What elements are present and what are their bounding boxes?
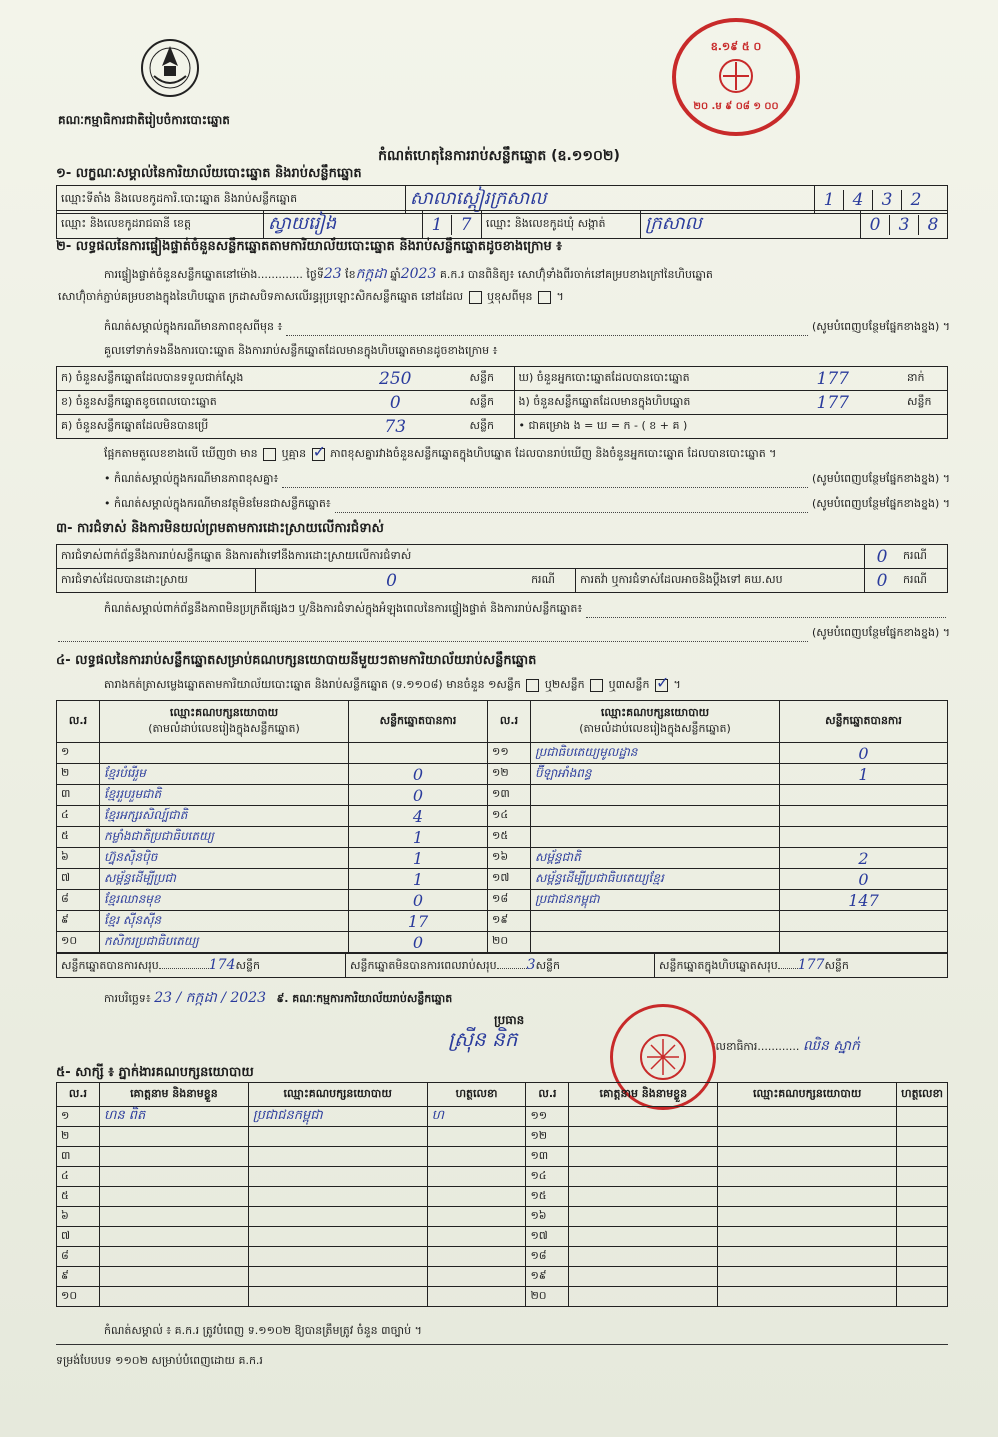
tally-sheet-line: តារាងកត់ត្រាសម្លេងឆ្នោតតាមការិយាល័យបោះឆ្នោត និងរាប់សន្លឹកឆ្នោត (ទ.១១០៨) មានចំនួន ១សន្លឹក ឬ២សន្លឹក ឬ៣សន្លឹក ✓ ។ (104, 678, 681, 694)
row-number: ២ (57, 1127, 100, 1147)
party-name: ហ្វ៊ុនស៊ិនប៉ិច (100, 848, 349, 869)
witness-signature (897, 1247, 948, 1267)
signing-date: 23 / កក្កដា / 2023 (154, 990, 267, 1006)
row-number: ៦ (57, 848, 100, 869)
station-code-digit: 4 (843, 190, 872, 210)
witness-party (248, 1127, 427, 1147)
witness-name (569, 1287, 718, 1307)
valid-votes (780, 911, 948, 932)
party-name (531, 785, 780, 806)
check-day: 23 (323, 266, 342, 282)
party-name: ខ្មែរបំរើរួម (100, 764, 349, 785)
valid-votes: 0 (349, 890, 488, 911)
row-number: ១០ (57, 932, 100, 953)
witness-signature (897, 1127, 948, 1147)
section3-heading: ៣- ការជំទាស់ និងការមិនយល់ព្រមតាមការដោះស្រាយលើការជំទាស់ (56, 521, 384, 536)
witness-signature (427, 1267, 526, 1287)
party-name (531, 932, 780, 953)
section5-heading: ៥- សាក្សី ៖ ភ្នាក់ងារគណបក្សនយោបាយ (56, 1065, 254, 1080)
row-number: ១៣ (526, 1147, 569, 1167)
chair-label: ប្រធាន (494, 1013, 525, 1027)
witness-signature (897, 1227, 948, 1247)
valid-votes: 147 (780, 890, 948, 911)
party-name: កម្លាំងជាតិប្រជាធិបតេយ្យ (100, 827, 349, 848)
witness-name (99, 1147, 248, 1167)
valid-votes: 0 (349, 764, 488, 785)
witness-signature (427, 1227, 526, 1247)
commune-code-digit: 8 (918, 215, 947, 235)
witness-row (57, 1167, 948, 1187)
witness-party (248, 1287, 427, 1307)
party-name (531, 911, 780, 932)
total-invalid: 3 (526, 956, 536, 973)
row-number: ១៧ (526, 1227, 569, 1247)
result-row (57, 869, 948, 890)
commune-code-digit: 0 (869, 214, 881, 235)
witness-signature (897, 1187, 948, 1207)
valid-votes: 1 (780, 764, 948, 785)
three-sheet-checkbox[interactable] (655, 679, 668, 692)
section1-heading: ១- លក្ខណៈសម្គាល់នៃការិយាល័យបោះឆ្នោត និងរាប់សន្លឹកឆ្នោត (56, 166, 362, 181)
row-number: ១២ (488, 764, 531, 785)
ballot-row: ក) ចំនួនសន្លឹកឆ្នោតដែលបានទទួលជាក់ស្តែង 250 សន្លឹក ឃ) ចំនួនអ្នកបោះឆ្នោតដែលបានបោះឆ្នោត 177 នាក់ (57, 367, 948, 391)
row-number: ៩ (57, 911, 100, 932)
province-name: ស្វាយរៀង (264, 211, 423, 239)
bullet-discrepancy: • កំណត់សម្គាល់ក្នុងករណីមានភាពខុសគ្នា៖ (សូមបំពេញបន្ថែមផ្នែកខាងខ្នង) ។ (104, 472, 950, 488)
witness-party (248, 1187, 427, 1207)
chair-signature: ស្រ៊ីន និក (448, 1027, 518, 1051)
witness-row (57, 1287, 948, 1307)
nec-emblem (138, 36, 202, 100)
form-note: ទម្រង់បែបបទ ១១០២ សម្រាប់បំពេញដោយ គ.ក.រ (56, 1354, 263, 1367)
commune-code (861, 211, 948, 239)
row-number: ១៤ (526, 1167, 569, 1187)
witness-party: ប្រជាជនកម្ពុជា (248, 1107, 427, 1127)
check-year: 2023 (400, 266, 437, 282)
party-name: សម្ព័ន្ធដើម្បីប្រជាធិបតេយ្យខ្មែរ (531, 869, 780, 890)
party-name: ខ្មែរឈានមុខ (100, 890, 349, 911)
witness-name (569, 1247, 718, 1267)
witness-name (99, 1247, 248, 1267)
witness-name (569, 1127, 718, 1147)
result-row (57, 890, 948, 911)
witness-row (57, 1247, 948, 1267)
commune-label: ឈ្មោះ និងលេខកូដឃុំ សង្កាត់ (482, 211, 641, 239)
footnote: កំណត់សម្គាល់ ៖ គ.ក.រ ត្រូវបំពេញ ទ.១១០២ ឱ្យបានត្រឹមត្រូវ ចំនួន ៣ច្បាប់ ។ (104, 1324, 422, 1337)
witness-party (718, 1187, 897, 1207)
witness-signature (897, 1287, 948, 1307)
valid-votes: 0 (780, 869, 948, 890)
station-code-digit: 3 (872, 190, 901, 210)
row-number: ១២ (526, 1127, 569, 1147)
ballot-count-table (56, 366, 948, 439)
objections-table: ការជំទាស់ពាក់ព័ន្ធនឹងការរាប់សន្លឹកឆ្នោត និងការតវ៉ាទៅនឹងការដោះស្រាយលើការជំទាស់ 0 ករណី ការជំទាស់ដែលបានដោះស្រាយ 0 ករណី ការតវ៉ា ឬការជំទាស់ដែលអាចនិងប្តឹងទៅ គឃ.សប 0 ករណី (56, 544, 948, 593)
row-number: ២ (57, 764, 100, 785)
station-code-digit: 1 (823, 189, 835, 210)
row-number: ៧ (57, 1227, 100, 1247)
witness-signature: ហ (427, 1107, 526, 1127)
row-number: ១ (57, 1107, 100, 1127)
result-row (57, 806, 948, 827)
row-number: ១ (57, 743, 100, 764)
row-number: ១៧ (488, 869, 531, 890)
changed-checkbox[interactable] (538, 291, 551, 304)
row-number: ៤ (57, 806, 100, 827)
row-number: ១១ (526, 1107, 569, 1127)
commune-code-digit: 3 (889, 215, 918, 235)
result-row (57, 785, 948, 806)
section2-heading: ២- លទ្ធផលនៃការផ្ទៀងផ្ទាត់ចំនួនសន្លឹកឆ្នោតតាមការិយាល័យបោះឆ្នោត និងរាប់សន្លឹកឆ្នោតដូចខាងក្រោម ៖ (56, 239, 562, 254)
row-number: ១៨ (488, 890, 531, 911)
row-number: ៨ (57, 1247, 100, 1267)
row-number: ៣ (57, 1147, 100, 1167)
row-number: ១១ (488, 743, 531, 764)
witness-name (99, 1187, 248, 1207)
witness-name (99, 1167, 248, 1187)
witness-name (99, 1207, 248, 1227)
secretary-signature: ឈិន ស្នាក់ (802, 1038, 860, 1054)
valid-votes: 2 (780, 848, 948, 869)
results-table: ល.រ ឈ្មោះគណបក្សនយោបាយ (តាមលំដាប់លេខរៀងក្នុងសន្លឹកឆ្នោត) សន្លឹកឆ្នោតបានការ ល.រ ឈ្មោះគណបក្សនយោបាយ (តាមលំដាប់លេខរៀងក្នុងសន្លឹកឆ្នោត) សន្លឹកឆ្នោតបានការ ១ ១១ ប្រជាធិបតេយ្យមូលដ្ឋាន 0 ២ ខ្មែរបំរើរួម 0 ១២ ប៊ីឡាអាំងពន្ធ 1 ៣ ខ្មែររួបរួមជាតិ 0 ១៣ ៤ ខ្មែរអក្សរសិល្ប៍ជាតិ 4 ១៤ ៥ កម្លាំងជាតិប្រជាធិបតេយ្យ 1 ១៥ ៦ ហ្វ៊ុនស៊ិនប៉ិច 1 ១៦ សម្ព័ន្ធជាតិ 2 ៧ សម្ព័ន្ធដើម្បីប្រជា 1 ១៧ សម្ព័ន្ធដើម្បីប្រជាធិបតេយ្យខ្មែរ 0 ៨ ខ្មែរឈានមុខ 0 ១៨ ប្រជាជនកម្ពុជា 147 ៩ ខ្មែរ ស៊ីនស៊ីន 17 ១៩ ១០ កសិករប្រជាធិបតេយ្យ 0 ២០ (56, 700, 948, 953)
witness-signature (897, 1107, 948, 1127)
witness-name (99, 1267, 248, 1287)
valid-votes: 0 (349, 932, 488, 953)
station-label: ឈ្មោះទីតាំង និងលេខកូដការិ.បោះឆ្នោត និងរាប់សន្លឹកឆ្នោត (57, 186, 406, 214)
province-label: ឈ្មោះ និងលេខកូដរាជធានី ខេត្ត (57, 211, 264, 239)
secretary-line: លេខាធិការ............ ឈិន ស្នាក់ (712, 1038, 860, 1054)
station-name: សាលាស្តៀរក្រសាល (406, 186, 815, 214)
row-number: ៥ (57, 827, 100, 848)
party-name: ប្រជាធិបតេយ្យមូលដ្ឋាន (531, 743, 780, 764)
witness-party (718, 1247, 897, 1267)
section4-heading: ៤- លទ្ធផលនៃការរាប់សន្លឹកឆ្នោតសម្រាប់គណបក្សនយោបាយនីមួយៗតាមការិយាល័យរាប់សន្លឹកឆ្នោត (56, 653, 537, 668)
valid-votes (780, 932, 948, 953)
party-name (100, 743, 349, 764)
valid-votes: 1 (349, 869, 488, 890)
party-name: ប្រជាជនកម្ពុជា (531, 890, 780, 911)
row-number: ៨ (57, 890, 100, 911)
row-number: ១០ (57, 1287, 100, 1307)
org-name: គណៈកម្មាធិការជាតិរៀបចំការបោះឆ្នោត (58, 113, 230, 127)
valid-votes (780, 806, 948, 827)
row-number: ១៩ (526, 1267, 569, 1287)
row-number: ២០ (526, 1287, 569, 1307)
result-row (57, 764, 948, 785)
witness-party (718, 1127, 897, 1147)
valid-votes: 0 (349, 785, 488, 806)
row-number: ១៣ (488, 785, 531, 806)
row-number: ១៥ (526, 1187, 569, 1207)
witness-signature (427, 1207, 526, 1227)
objections-note-line2: (សូមបំពេញបន្ថែមផ្នែកខាងខ្នង) ។ (58, 626, 950, 642)
witness-name (569, 1147, 718, 1167)
witness-party (248, 1167, 427, 1187)
check-month: កក្កដា (355, 266, 387, 282)
province-code-digit: 7 (451, 215, 480, 235)
witness-table: ល.រ គោត្តនាម និងនាមខ្លួន ឈ្មោះគណបក្សនយោបាយ ហត្ថលេខា ល.រ គោត្តនាម និងនាមខ្លួន ឈ្មោះគណបក្សនយោបាយ ហត្ថលេខា ១ ហន ពិត ប្រជាជនកម្ពុជា ហ ១១ ២ ១២ ៣ ១៣ ៤ ១៤ ៥ ១៥ ៦ ១៦ ៧ ១៧ ៨ ១៨ ៩ ១៩ ១០ ២០ (56, 1082, 948, 1307)
section2-para2: សោហ៊ុំចាក់ភ្ជាប់គម្របខាងក្នុងនៃហិបឆ្នោត ក្រដាសបិទភាសលើរន្ធរុប្រឡោះសិកសន្លឹកឆ្នោត នៅដដែល ឬខុសពីមុន ។ (58, 290, 564, 303)
total-valid: 174 (208, 956, 236, 973)
total-in-box: 177 (797, 956, 825, 973)
witness-row (57, 1267, 948, 1287)
witness-signature (897, 1267, 948, 1287)
result-row (57, 932, 948, 953)
province-code-digit: 1 (431, 214, 443, 235)
row-number: ៦ (57, 1207, 100, 1227)
witness-party (718, 1287, 897, 1307)
unchanged-checkbox[interactable] (469, 291, 482, 304)
result-row (57, 743, 948, 764)
objections-note: កំណត់សម្គាល់ពាក់ព័ន្ធនឹងភាពមិនប្រក្រតីផ្សេងៗ ឬ/និងការជំទាស់ក្នុងអំឡុងពេលនៃការផ្ទៀងផ្ទាត់ និងការរាប់សន្លឹកឆ្នោត៖ (104, 602, 950, 618)
valid-votes: 1 (349, 848, 488, 869)
result-row (57, 827, 948, 848)
row-number: ៣ (57, 785, 100, 806)
commune-name: ក្រសាល (641, 211, 861, 239)
party-name: កសិករប្រជាធិបតេយ្យ (100, 932, 349, 953)
two-sheet-checkbox[interactable] (590, 679, 603, 692)
witness-name (569, 1107, 718, 1127)
witness-signature (427, 1287, 526, 1307)
result-row (57, 911, 948, 932)
no-discrepancy-checkbox[interactable] (312, 448, 325, 461)
document-title: កំណត់ហេតុនៃការរាប់សន្លឹកឆ្នោត (ឧ.១១០២) (378, 148, 620, 164)
valid-votes: 0 (780, 743, 948, 764)
ballot-row: គ) ចំនួនសន្លឹកឆ្នោតដែលមិនបានប្រើ 73 សន្លឹក • ជាគម្រោង ង = ឃ = ក - ( ខ + គ ) (57, 415, 948, 439)
witness-party (248, 1147, 427, 1167)
witness-party (248, 1267, 427, 1287)
party-name: សម្ព័ន្ធដើម្បីប្រជា (100, 869, 349, 890)
valid-votes (349, 743, 488, 764)
witness-name (569, 1227, 718, 1247)
witness-name (99, 1287, 248, 1307)
witness-party (718, 1267, 897, 1287)
witness-party (718, 1147, 897, 1167)
note-different: កំណត់សម្គាល់ក្នុងករណីមានភាពខុសពីមុន ៖ (សូមបំពេញបន្ថែមផ្នែកខាងខ្នង) ។ (104, 320, 950, 336)
discrepancy-line: ផ្អែកតាមតួលេខខាងលើ ឃើញថា មាន ឬគ្មាន ✓ ភាពខុសគ្នារវាងចំនួនសន្លឹកឆ្នោតក្នុងហិបឆ្នោត ដែលបានរាប់ឃើញ និងចំនួនអ្នកបោះឆ្នោត ដែលបានបោះឆ្នោត ។ (104, 447, 954, 463)
ballot-row: ខ) ចំនួនសន្លឹកឆ្នោតខូចពេលបោះឆ្នោត 0 សន្លឹក ង) ចំនួនសន្លឹកឆ្នោតដែលមានក្នុងហិបឆ្នោត 177 សន្លឹក (57, 391, 948, 415)
valid-votes (780, 785, 948, 806)
witness-name (99, 1127, 248, 1147)
witness-signature (427, 1247, 526, 1267)
row-number: ៧ (57, 869, 100, 890)
witness-name (569, 1267, 718, 1287)
row-number: ៩ (57, 1267, 100, 1287)
party-name (531, 806, 780, 827)
witness-row (57, 1187, 948, 1207)
witness-name (569, 1207, 718, 1227)
party-name: ខ្មែរ ស៊ីនស៊ីន (100, 911, 349, 932)
row-number: ៤ (57, 1167, 100, 1187)
row-number: ១៥ (488, 827, 531, 848)
row-number: ១៩ (488, 911, 531, 932)
result-row (57, 848, 948, 869)
witness-party (718, 1207, 897, 1227)
section1-table-row2 (56, 210, 948, 239)
witness-row (57, 1147, 948, 1167)
witness-party (718, 1107, 897, 1127)
one-sheet-checkbox[interactable] (526, 679, 539, 692)
has-discrepancy-checkbox[interactable] (263, 448, 276, 461)
official-stamp-top: ឧ.១៩ ៥ ០ ២០ .ម ៩ ០៨ ១ ០០ (672, 18, 800, 136)
witness-row (57, 1227, 948, 1247)
witness-party (248, 1227, 427, 1247)
witness-row (57, 1127, 948, 1147)
party-name: ខ្មែររួបរួមជាតិ (100, 785, 349, 806)
witness-name (569, 1187, 718, 1207)
valid-votes: 1 (349, 827, 488, 848)
witness-name: ហន ពិត (99, 1107, 248, 1127)
party-name: ប៊ីឡាអាំងពន្ធ (531, 764, 780, 785)
totals-table: សន្លឹកឆ្នោតបានការសរុប 174សន្លឹក សន្លឹកឆ្នោតមិនបានការពេលរាប់សរុប 3សន្លឹក សន្លឹកឆ្នោតក្នុងហិបឆ្នោតសរុប 177សន្លឹក (56, 953, 948, 978)
witness-party (248, 1207, 427, 1227)
col-no: ល.រ (57, 701, 100, 743)
province-code (423, 211, 482, 239)
witness-signature (897, 1167, 948, 1187)
row-number: ២០ (488, 932, 531, 953)
witness-row (57, 1207, 948, 1227)
valid-votes (780, 827, 948, 848)
witness-signature (427, 1187, 526, 1207)
witness-party (718, 1227, 897, 1247)
witness-name (569, 1167, 718, 1187)
row-number: ១៨ (526, 1247, 569, 1267)
valid-votes: 4 (349, 806, 488, 827)
witness-signature (897, 1147, 948, 1167)
witness-name (99, 1227, 248, 1247)
witness-row (57, 1107, 948, 1127)
section2-para1: ការផ្ទៀងផ្ទាត់ចំនួនសន្លឹកឆ្នោតនៅម៉ោង............. ថ្ងៃទី23 ខែកក្កដា ឆ្នាំ2023 គ.ក.រ បានពិនិត្យ៖ សោហ៊ុំទាំងពីរចាក់នៅគម្របខាងក្រៅនៃហិបឆ្នោត (104, 266, 713, 282)
date-line: ការបរិច្ឆេទ៖ 23 / កក្កដា / 2023 ៩. គណៈកម្មការការិយាល័យរាប់សន្លឹកឆ្នោត (104, 990, 453, 1006)
witness-signature (427, 1147, 526, 1167)
witness-signature (897, 1207, 948, 1227)
valid-votes: 17 (349, 911, 488, 932)
footer-divider (56, 1344, 948, 1345)
row-number: ១៦ (526, 1207, 569, 1227)
witness-signature (427, 1167, 526, 1187)
bullet-foreign-objects: • កំណត់សម្គាល់ក្នុងករណីមានវត្ថុមិនមែនជាសន្លឹកឆ្នោត៖ (សូមបំពេញបន្ថែមផ្នែកខាងខ្នង) ។ (104, 497, 950, 513)
row-number: ១៦ (488, 848, 531, 869)
party-name: ខ្មែរអក្សរសិល្ប៍ជាតិ (100, 806, 349, 827)
party-name: សម្ព័ន្ធជាតិ (531, 848, 780, 869)
witness-party (248, 1247, 427, 1267)
row-number: ៥ (57, 1187, 100, 1207)
party-name (531, 827, 780, 848)
section2-para3: គួលទៅទាក់ទងនឹងការបោះឆ្នោត និងការរាប់សន្លឹកឆ្នោតដែលមានក្នុងហិបឆ្នោតមានដូចខាងក្រោម ៖ (104, 344, 498, 357)
row-number: ១៤ (488, 806, 531, 827)
witness-signature (427, 1127, 526, 1147)
witness-party (718, 1167, 897, 1187)
station-code-digit: 2 (901, 190, 930, 210)
